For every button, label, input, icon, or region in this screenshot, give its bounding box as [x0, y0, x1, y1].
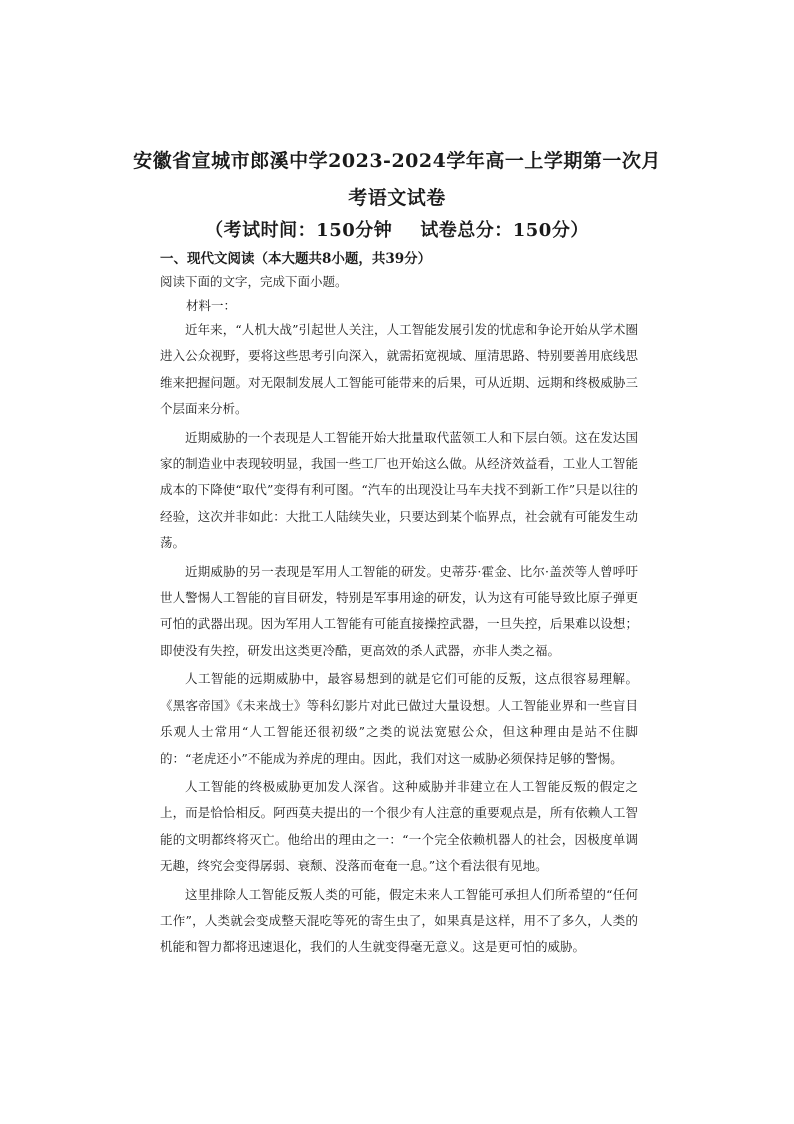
section-heading: 一、现代文阅读（本大题共8小题，共39分）	[160, 251, 432, 267]
exam-title-line-2: 考语文试卷	[348, 187, 446, 209]
material-body	[160, 317, 638, 963]
material-label: 材料一：	[186, 298, 237, 313]
paragraph: 这里排除人工智能反叛人类的可能，假定未来人工智能可承担人们所希望的“任何工作”，人类就会变成整天混吃等死的寄生虫了，如果真是这样，用不了多久，人类的机能和智力都将迅速退化，我们的人生就变得毫无意义。这是更可怕的威胁。	[160, 886, 638, 955]
exam-time: （考试时间：150分钟	[205, 220, 393, 241]
paragraph: 近期威胁的一个表现是人工智能开始大批量取代蓝领工人和下层白领。这在发达国家的制造业中表现较明显，我国一些工厂也开始这么做。从经济效益看，工业人工智能成本的下降使“取代”变得有利可图。“汽车的出现没让马车夫找不到新工作”只是以往的经验，这次并非如此：大批工人陆续失业，只要达到某个临界点，社会就有可能发生动荡。	[160, 429, 638, 551]
exam-title-line-1: 安徽省宣城市郎溪中学2023-2024学年高一上学期第一次月	[133, 150, 661, 172]
paragraph: 近期威胁的另一表现是军用人工智能的研发。史蒂芬·霍金、比尔·盖茨等人曾呼吁世人警惕人工智能的盲目研发，特别是军事用途的研发，认为这有可能导致比原子弹更可怕的武器出现。因为军用人工智能有可能直接操控武器，一旦失控，后果难以设想；即使没有失控，研发出这类更冷酷，更高效的杀人武器，亦非人类之福。	[160, 563, 638, 658]
total-score: 试卷总分：150分）	[420, 220, 589, 241]
paragraph: 人工智能的终极威胁更加发人深省。这种威胁并非建立在人工智能反叛的假定之上，而是恰恰相反。阿西莫夫提出的一个很少有人注意的重要观点是，所有依赖人工智能的文明都终将灭亡。他给出的理由之一：“一个完全依赖机器人的社会，因极度单调无趣，终究会变得孱弱、衰颓、没落而奄奄一息。”这个看法很有见地。	[160, 778, 638, 874]
paragraph: 近年来，“人机大战”引起世人关注，人工智能发展引发的忧虑和争论开始从学术圈进入公众视野，要将这些思考引向深入，就需拓宽视域、厘清思路、特别要善用底线思维来把握问题。对无限制发展人工智能可能带来的后果，可从近期、远期和终极威胁三个层面来分析。	[160, 322, 638, 417]
exam-info-line	[0, 216, 794, 242]
paragraph: 人工智能的远期威胁中，最容易想到的就是它们可能的反叛，这点很容易理解。《黑客帝国》《未来战士》等科幻影片对此已做过大量设想。人工智能业界和一些盲目乐观人士常用“人工智能还很初级”之类的说法宽慰公众，但这种理由是站不住脚的：“老虎还小”不能成为养虎的理由。因此，我们对这一威胁必须保持足够的警惕。	[160, 671, 638, 766]
reading-instruction: 阅读下面的文字，完成下面小题。	[160, 274, 348, 289]
